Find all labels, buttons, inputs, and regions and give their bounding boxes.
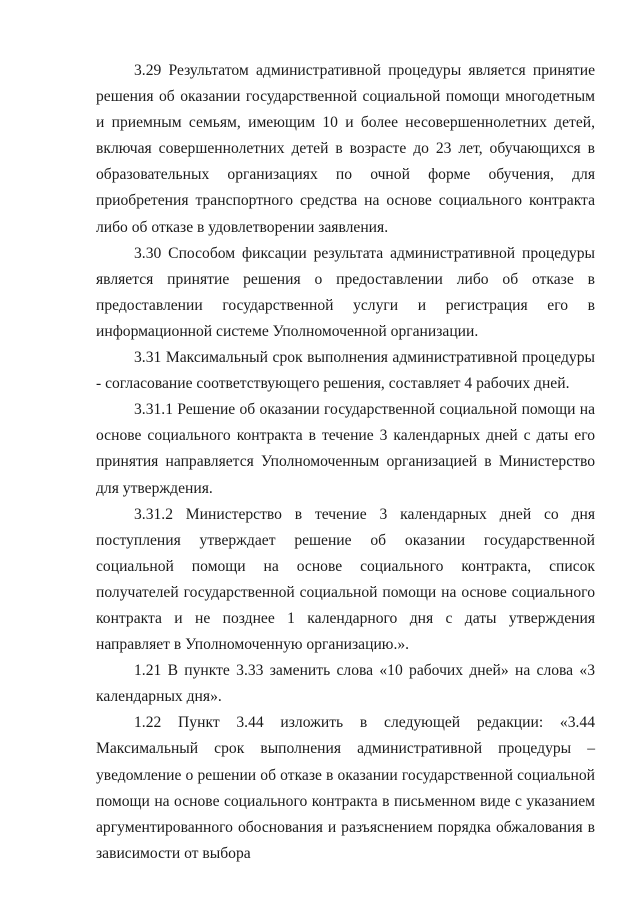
- paragraph-3-31-2: 3.31.2 Министерство в течение 3 календарных дней со дня поступления утверждает решение об оказании государственной социальной помощи на основе социального контракта, список получателей государственной социальной помощи на основе социального контракта и не позднее 1 календарного дня с даты утверждения направляет в Уполномоченную организацию.».: [96, 505, 595, 654]
- paragraph-1-22: 1.22 Пункт 3.44 изложить в следующей редакции: «3.44 Максимальный срок выполнения административной процедуры – уведомление о решении об отказе в оказании государственной социальной помощи на основе социального контракта в письменном виде с указанием аргументированного обоснования и разъяснением порядка обжалования в зависимости от выбора: [96, 714, 595, 862]
- document-body: [96, 58, 595, 867]
- paragraph-3-31: 3.31 Максимальный срок выполнения административной процедуры - согласование соответствующего решения, составляет 4 рабочих дней.: [96, 349, 595, 393]
- paragraph-3-29: 3.29 Результатом административной процедуры является принятие решения об оказании государственной социальной помощи многодетным и приемным семьям, имеющим 10 и более несовершеннолетних детей, включая совершеннолетних детей в возрасте до 23 лет, обучающихся в образовательных организациях по очной форме обучения, для приобретения транспортного средства на основе социального контракта либо об отказе в удовлетворении заявления.: [96, 62, 595, 236]
- paragraph-1-21: 1.21 В пункте 3.33 заменить слова «10 рабочих дней» на слова «3 календарных дня».: [96, 662, 595, 706]
- paragraph-3-30: 3.30 Способом фиксации результата административной процедуры является принятие решения о предоставлении либо об отказе в предоставлении государственной услуги и регистрация его в информационной системе Уполномоченной организации.: [96, 244, 595, 340]
- paragraph-3-31-1: 3.31.1 Решение об оказании государственной социальной помощи на основе социального контракта в течение 3 календарных дней с даты его принятия направляется Уполномоченным организацией в Министерство для утверждения.: [96, 401, 595, 497]
